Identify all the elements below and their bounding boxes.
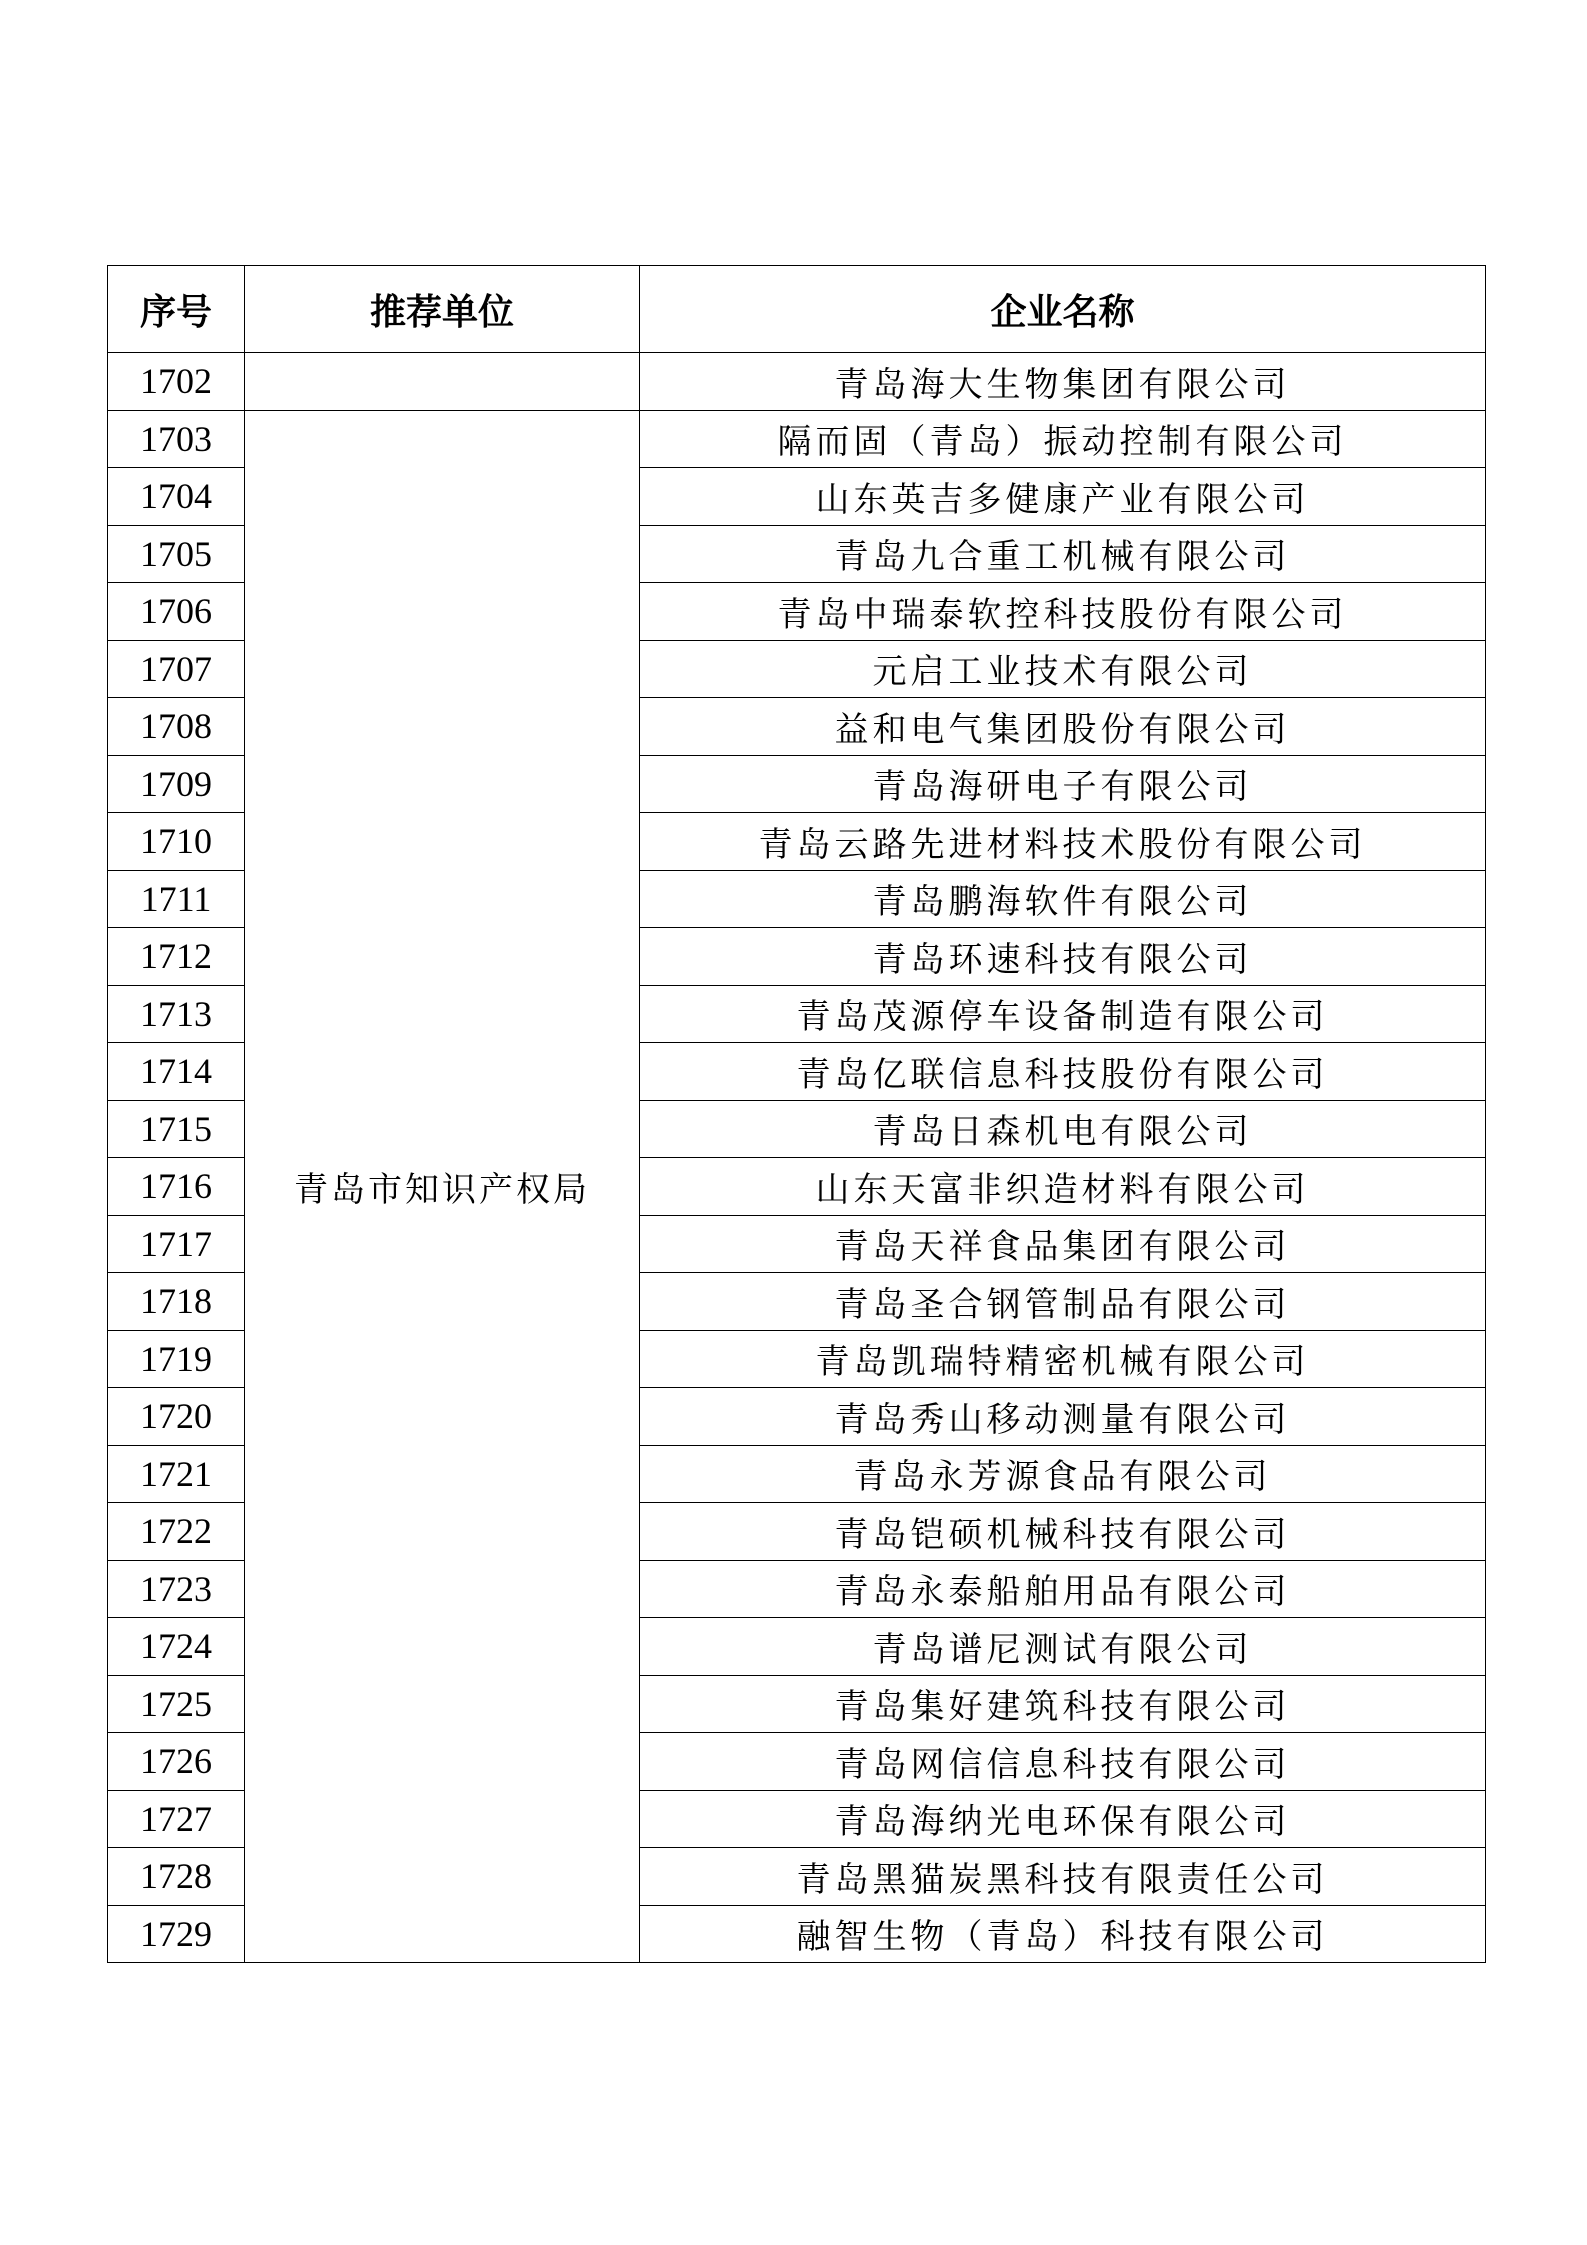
- header-seq: 序号: [108, 266, 245, 353]
- row-seq: 1718: [108, 1273, 245, 1331]
- row-seq: 1727: [108, 1790, 245, 1848]
- row-company-name: 青岛中瑞泰软控科技股份有限公司: [640, 583, 1486, 641]
- row-seq: 1714: [108, 1043, 245, 1101]
- row-company-name: 青岛天祥食品集团有限公司: [640, 1215, 1486, 1273]
- table-body: [108, 353, 1486, 1963]
- row-company-name: 青岛铠硕机械科技有限公司: [640, 1503, 1486, 1561]
- table-header: [108, 266, 1486, 353]
- recommending-unit: 青岛市知识产权局: [245, 410, 640, 1963]
- row-seq: 1713: [108, 985, 245, 1043]
- row-company-name: 青岛海大生物集团有限公司: [640, 353, 1486, 411]
- row-company-name: 益和电气集团股份有限公司: [640, 698, 1486, 756]
- row-seq: 1720: [108, 1388, 245, 1446]
- row-company-name: 青岛云路先进材料技术股份有限公司: [640, 813, 1486, 871]
- row-seq: 1724: [108, 1618, 245, 1676]
- row-company-name: 青岛网信信息科技有限公司: [640, 1733, 1486, 1791]
- header-name: 企业名称: [640, 266, 1486, 353]
- row-company-name: 元启工业技术有限公司: [640, 640, 1486, 698]
- row-company-name: 青岛秀山移动测量有限公司: [640, 1388, 1486, 1446]
- row-company-name: 青岛日森机电有限公司: [640, 1100, 1486, 1158]
- row-seq: 1725: [108, 1675, 245, 1733]
- row-company-name: 青岛海纳光电环保有限公司: [640, 1790, 1486, 1848]
- row-seq: 1726: [108, 1733, 245, 1791]
- row-seq: 1709: [108, 755, 245, 813]
- row-seq: 1712: [108, 928, 245, 986]
- row-seq: 1728: [108, 1848, 245, 1906]
- row-company-name: 山东英吉多健康产业有限公司: [640, 468, 1486, 526]
- row-seq: 1723: [108, 1560, 245, 1618]
- row-company-name: 青岛永芳源食品有限公司: [640, 1445, 1486, 1503]
- row-seq: 1721: [108, 1445, 245, 1503]
- header-unit: 推荐单位: [245, 266, 640, 353]
- row-seq: 1703: [108, 410, 245, 468]
- table-row: [108, 353, 1486, 411]
- row-company-name: 青岛茂源停车设备制造有限公司: [640, 985, 1486, 1043]
- row-company-name: 青岛亿联信息科技股份有限公司: [640, 1043, 1486, 1101]
- row-company-name: 青岛环速科技有限公司: [640, 928, 1486, 986]
- row-seq: 1716: [108, 1158, 245, 1216]
- row-seq: 1729: [108, 1905, 245, 1963]
- row-seq: 1707: [108, 640, 245, 698]
- row-seq: 1708: [108, 698, 245, 756]
- row-seq: 1722: [108, 1503, 245, 1561]
- row-seq: 1717: [108, 1215, 245, 1273]
- row-company-name: 山东天富非织造材料有限公司: [640, 1158, 1486, 1216]
- row-seq: 1719: [108, 1330, 245, 1388]
- row-seq: 1705: [108, 525, 245, 583]
- row-company-name: 青岛圣合钢管制品有限公司: [640, 1273, 1486, 1331]
- row-seq: 1711: [108, 870, 245, 928]
- row-seq: 1704: [108, 468, 245, 526]
- enterprise-table: [107, 265, 1486, 1963]
- row-company-name: 青岛鹏海软件有限公司: [640, 870, 1486, 928]
- row-company-name: 青岛黑猫炭黑科技有限责任公司: [640, 1848, 1486, 1906]
- row-company-name: 融智生物（青岛）科技有限公司: [640, 1905, 1486, 1963]
- row-seq: 1710: [108, 813, 245, 871]
- row-seq: 1706: [108, 583, 245, 641]
- table-row: [108, 410, 1486, 468]
- row-company-name: 青岛九合重工机械有限公司: [640, 525, 1486, 583]
- row-company-name: 青岛集好建筑科技有限公司: [640, 1675, 1486, 1733]
- row-company-name: 青岛永泰船舶用品有限公司: [640, 1560, 1486, 1618]
- row-seq: 1702: [108, 353, 245, 411]
- row-company-name: 青岛凯瑞特精密机械有限公司: [640, 1330, 1486, 1388]
- row-company-name: 青岛谱尼测试有限公司: [640, 1618, 1486, 1676]
- header-row: [108, 266, 1486, 353]
- row-unit: [245, 353, 640, 411]
- row-seq: 1715: [108, 1100, 245, 1158]
- row-company-name: 青岛海研电子有限公司: [640, 755, 1486, 813]
- row-company-name: 隔而固（青岛）振动控制有限公司: [640, 410, 1486, 468]
